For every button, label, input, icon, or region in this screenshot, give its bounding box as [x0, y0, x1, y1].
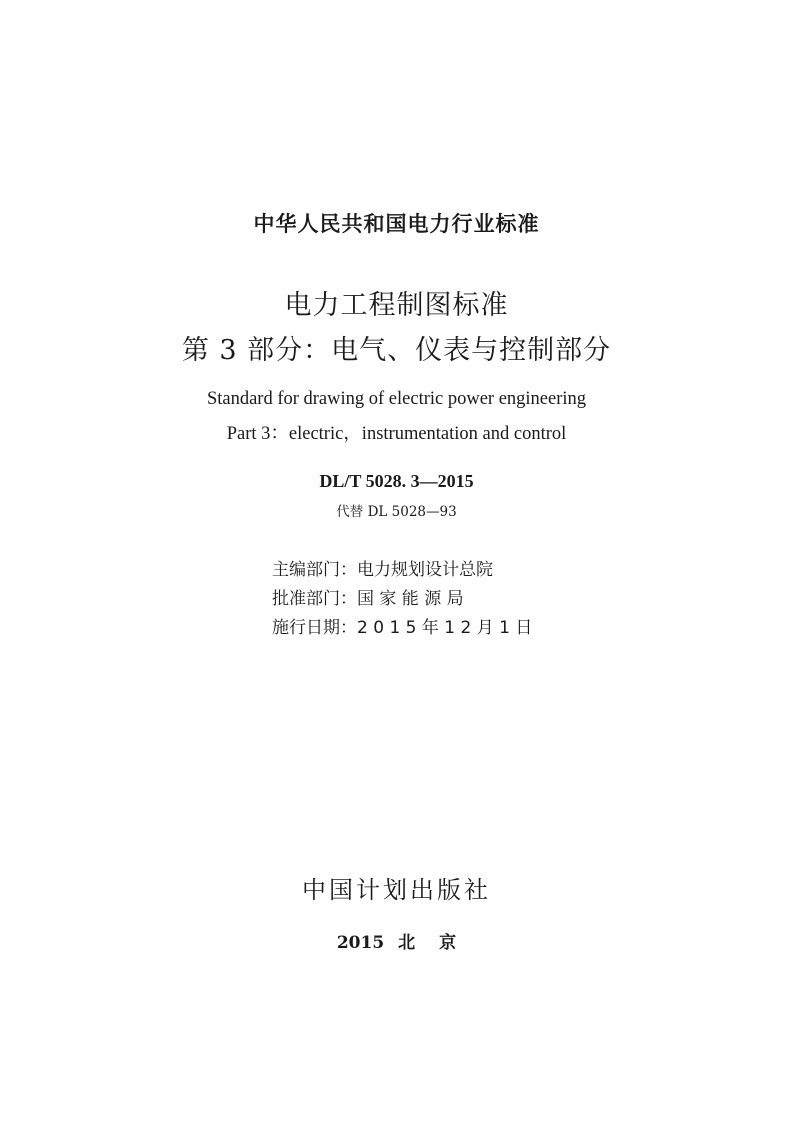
- title-english-line2: Part 3：electric，instrumentation and control: [226, 424, 567, 444]
- effective-date-row: 施行日期：2 0 1 5 年 1 2 月 1 日: [272, 618, 533, 638]
- publication-place: [0, 928, 793, 953]
- publication-year: 2015: [336, 933, 385, 953]
- approval-row: 批准部门：国 家 能 源 局: [272, 589, 464, 609]
- title-chinese-line2: 第 3 部分：电气、仪表与控制部分: [181, 335, 612, 366]
- replaces-note: 代替 DL 5028—93: [336, 504, 457, 520]
- chief-editor-row: 主编部门：电力规划设计总院: [272, 560, 493, 580]
- publisher-name: 中国计划出版社: [302, 876, 491, 904]
- issuing-info: [272, 556, 552, 643]
- standard-category: 中华人民共和国电力行业标准: [253, 212, 540, 236]
- publication-city: 北京: [398, 933, 481, 953]
- standard-code: DL/T 5028. 3—2015: [319, 471, 474, 491]
- title-english-line1: Standard for drawing of electric power engineering: [206, 389, 587, 409]
- title-chinese-line1: 电力工程制图标准: [284, 290, 509, 321]
